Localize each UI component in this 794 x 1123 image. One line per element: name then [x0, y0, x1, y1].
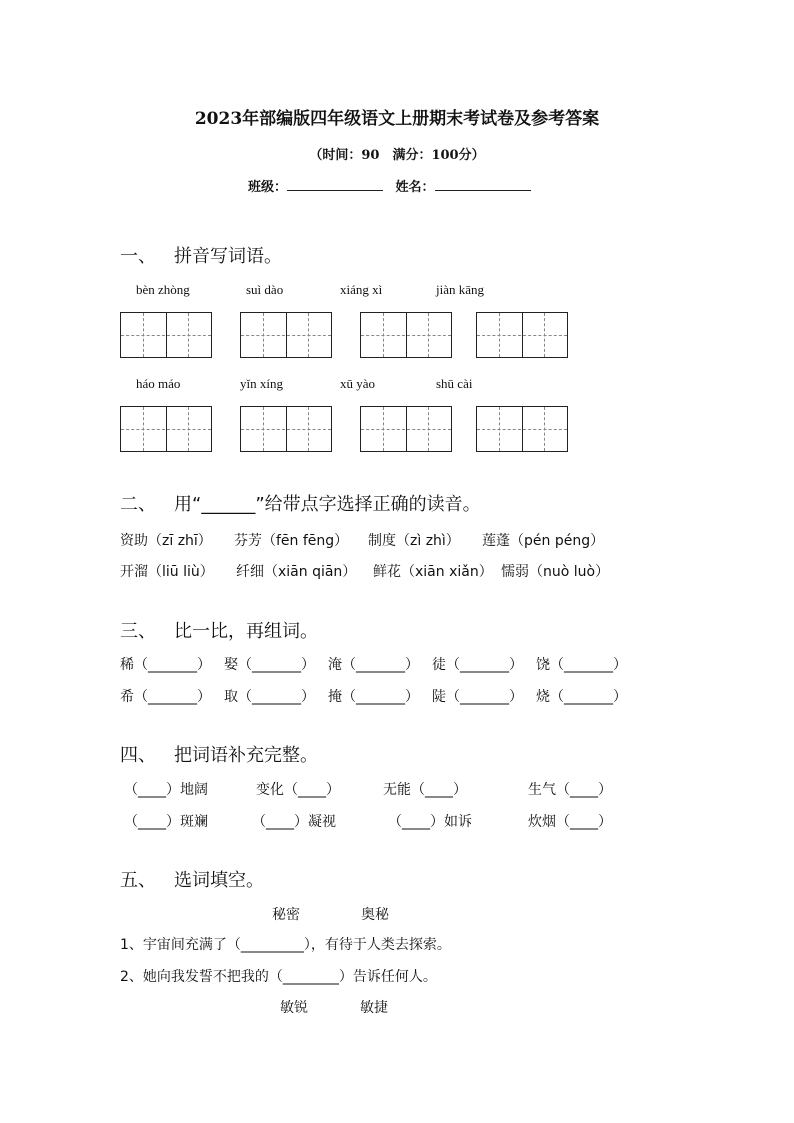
- name-label: 姓名：: [395, 180, 435, 195]
- idiom-fill[interactable]: 生气（____）: [528, 782, 612, 798]
- pinyin-prompt: xiáng xì: [340, 282, 383, 297]
- reading-choice[interactable]: 制度（zì zhì）: [368, 533, 460, 549]
- idiom-fill[interactable]: 无能（____）: [383, 782, 467, 798]
- pinyin-prompt: háo máo: [136, 376, 181, 391]
- section-title: 选词填空。: [174, 870, 264, 891]
- word-fill[interactable]: 稀（_______）: [120, 657, 211, 673]
- reading-choice[interactable]: 懦弱（nuò luò）: [501, 564, 610, 580]
- pinyin-prompt: suì dào: [246, 282, 284, 297]
- idiom-fill[interactable]: 变化（____）: [256, 782, 340, 798]
- reading-choice[interactable]: 莲蓬（pén péng）: [482, 533, 605, 549]
- section-number: 一、: [120, 246, 156, 267]
- section-4-heading: [120, 741, 318, 767]
- word-fill[interactable]: 掩（_______）: [328, 689, 419, 705]
- section-number: 二、: [120, 494, 156, 515]
- section-2-heading: [120, 490, 481, 516]
- class-label: 班级：: [248, 180, 288, 195]
- idiom-fill[interactable]: （____）地阔: [124, 782, 208, 798]
- reading-choice[interactable]: 资助（zī zhī）: [120, 533, 212, 549]
- word-fill[interactable]: 娶（_______）: [224, 657, 315, 673]
- section-number: 五、: [120, 870, 156, 891]
- section-5-heading: [120, 866, 264, 892]
- section-title: 拼音写词语。: [174, 246, 282, 267]
- pinyin-prompt: shū cài: [436, 376, 473, 391]
- exam-info: （时间：90 满分：100分）: [309, 148, 485, 163]
- tianzige-writing-box[interactable]: [360, 406, 452, 452]
- word-option: 敏捷: [360, 1000, 388, 1016]
- student-info-line: [248, 176, 531, 195]
- fill-question-2[interactable]: 2、她向我发誓不把我的（________）告诉任何人。: [120, 969, 437, 985]
- tianzige-writing-box[interactable]: [240, 312, 332, 358]
- word-fill[interactable]: 烧（_______）: [536, 689, 627, 705]
- section-title: 用“______”给带点字选择正确的读音。: [174, 494, 481, 515]
- idiom-fill[interactable]: （____）如诉: [388, 814, 472, 830]
- word-option: 奥秘: [361, 907, 389, 923]
- word-fill[interactable]: 淹（_______）: [328, 657, 419, 673]
- word-fill[interactable]: 希（_______）: [120, 689, 211, 705]
- reading-choice[interactable]: 芬芳（fēn fēng）: [234, 533, 349, 549]
- tianzige-writing-box[interactable]: [240, 406, 332, 452]
- reading-choice[interactable]: 纤细（xiān qiān）: [236, 564, 357, 580]
- page-title: 2023年部编版四年级语文上册期末考试卷及参考答案: [194, 109, 600, 129]
- pinyin-prompt: bèn zhòng: [136, 282, 190, 297]
- reading-choice[interactable]: 开溜（liū liù）: [120, 564, 214, 580]
- tianzige-writing-box[interactable]: [360, 312, 452, 358]
- idiom-fill[interactable]: （____）凝视: [252, 814, 336, 830]
- fill-question-1[interactable]: 1、宇宙间充满了（_________），有待于人类去探索。: [120, 937, 451, 953]
- tianzige-writing-box[interactable]: [120, 312, 212, 358]
- idiom-fill[interactable]: （____）斑斓: [124, 814, 208, 830]
- idiom-fill[interactable]: 炊烟（____）: [528, 814, 612, 830]
- section-number: 四、: [120, 745, 156, 766]
- word-fill[interactable]: 取（_______）: [224, 689, 315, 705]
- tianzige-writing-box[interactable]: [476, 312, 568, 358]
- section-3-heading: [120, 617, 318, 643]
- pinyin-prompt: xū yào: [340, 376, 376, 391]
- reading-choice[interactable]: 鲜花（xiān xiǎn）: [373, 564, 493, 580]
- section-1-heading: [120, 242, 282, 268]
- tianzige-writing-box[interactable]: [120, 406, 212, 452]
- class-blank[interactable]: [287, 178, 383, 191]
- word-fill[interactable]: 陡（_______）: [432, 689, 523, 705]
- word-fill[interactable]: 饶（_______）: [536, 657, 627, 673]
- section-title: 比一比，再组词。: [174, 621, 318, 642]
- name-blank[interactable]: [435, 178, 531, 191]
- section-number: 三、: [120, 621, 156, 642]
- tianzige-writing-box[interactable]: [476, 406, 568, 452]
- word-fill[interactable]: 徒（_______）: [432, 657, 523, 673]
- word-option: 敏锐: [280, 1000, 308, 1016]
- section-title: 把词语补充完整。: [174, 745, 318, 766]
- pinyin-prompt: yǐn xíng: [240, 376, 283, 391]
- word-option: 秘密: [272, 907, 300, 923]
- pinyin-prompt: jiàn kāng: [436, 282, 485, 297]
